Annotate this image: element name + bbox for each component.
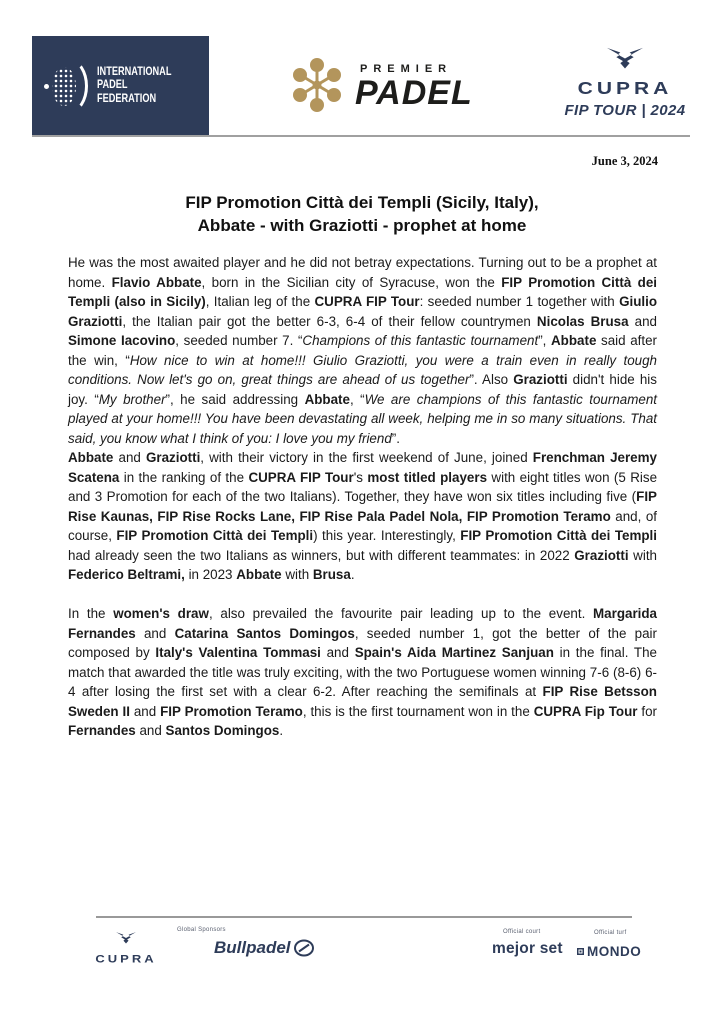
premier-padel-logo <box>288 56 473 114</box>
mondo-mark-icon <box>577 948 584 955</box>
ipf-line-1: INTERNATIONAL <box>97 65 172 78</box>
ipf-line-3: FEDERATION <box>97 92 157 105</box>
bullpadel-oval-icon <box>293 939 315 957</box>
document-date: June 3, 2024 <box>591 154 658 168</box>
paragraph: He was the most awaited player and he did not betray expectations. Turning out to be a prophet at home. Flavio Abbate, born in the Sicilian city of Syracuse, won the FIP Promotion Città dei Templi (also in Sicily), Italian leg of the CUPRA FIP Tour: seeded number 1 together with Giulio Graziotti, the Italian pair got the better 6-3, 6-4 of their fellow countrymen Nicolas Brusa and Simone Iacovino, seeded number 7. “Champions of this fantastic tournament”, Abbate said after the win, “How nice to win at home!!! Giulio Graziotti, you were a train even in really tough conditions. Now let's go on, great things are ahead of us together”. Also Graziotti didn't hide his joy. “My brother”, he said addressing Abbate, “We are champions of this fantastic tournament played at your home!!! You have been devastating all week, helping me in so many situations. That said, you know what I think of you: I love you my friend”. <box>68 255 658 446</box>
bullpadel-wordmark: Bullpadel <box>214 938 291 957</box>
ipf-wordmark <box>97 66 171 107</box>
ipf-logo <box>32 36 209 136</box>
article-body <box>68 253 657 741</box>
footer-mondo-logo <box>577 944 641 959</box>
ipf-line-2: PADEL <box>97 79 128 92</box>
fip-tour-year: FIP TOUR | 2024 <box>564 102 686 119</box>
mondo-wordmark: MONDO <box>587 944 642 959</box>
title-line-2: Abbate - with Graziotti - prophet at home <box>197 216 527 235</box>
header-divider <box>32 135 690 137</box>
page-title <box>0 191 724 237</box>
footer-cupra-wordmark: CUPRA <box>95 952 157 965</box>
padel-wordmark: PADEL <box>355 74 473 112</box>
official-court-label: Official court <box>503 929 541 935</box>
paragraph: Abbate and Graziotti, with their victory in the first weekend of June, joined Frenchman Jeremy Scatena in the ranking of the CUPRA FIP Tour's most titled players with eight titles won (5 Rise and 3 Promotion for each of the two Italians). Together, they have won six titles including five (FIP Rise Kaunas, FIP Rise Rocks Lane, FIP Rise Pala Padel Nola, FIP Promotion Teramo and, of course, FIP Promotion Città dei Templi) this year. Interestingly, FIP Promotion Città dei Templi had already seen the two Italians as winners, but with different teammates: in 2022 Graziotti with Federico Beltrami, in 2023 Abbate with Brusa. <box>68 450 658 582</box>
official-turf-label: Official turf <box>594 930 627 936</box>
premier-padel-flower-icon <box>288 56 346 114</box>
footer-cupra-logo <box>90 931 162 966</box>
cupra-wordmark: CUPRA <box>577 79 673 99</box>
footer-bullpadel-logo <box>214 938 315 958</box>
title-line-1: FIP Promotion Città dei Templi (Sicily, Italy), <box>185 193 539 212</box>
cupra-fip-tour-logo <box>556 46 694 119</box>
footer-mejorset-logo: mejor set <box>492 940 563 957</box>
padel-racket-icon <box>44 59 88 113</box>
footer-cupra-bull-icon <box>115 931 137 945</box>
premier-label: PREMIER <box>360 63 453 75</box>
paragraph: In the women's draw, also prevailed the favourite pair leading up to the event. Margarida Fernandes and Catarina Santos Domingos, seeded number 1, got the better of the pair composed by Italy's Valentina Tommasi and Spain's Aida Martinez Sanjuan in the final. The match that awarded the title was truly exciting, with the two Portuguese women winning 7-6 (8-6) 6-4 after losing the first set with a clear 6-2. After reaching the semifinals at FIP Rise Betsson Sweden II and FIP Promotion Teramo, this is the first tournament won in the CUPRA Fip Tour for Fernandes and Santos Domingos. <box>68 606 657 738</box>
footer-divider <box>96 916 632 918</box>
global-sponsors-label: Global Sponsors <box>177 927 226 933</box>
cupra-bull-icon <box>605 46 645 71</box>
